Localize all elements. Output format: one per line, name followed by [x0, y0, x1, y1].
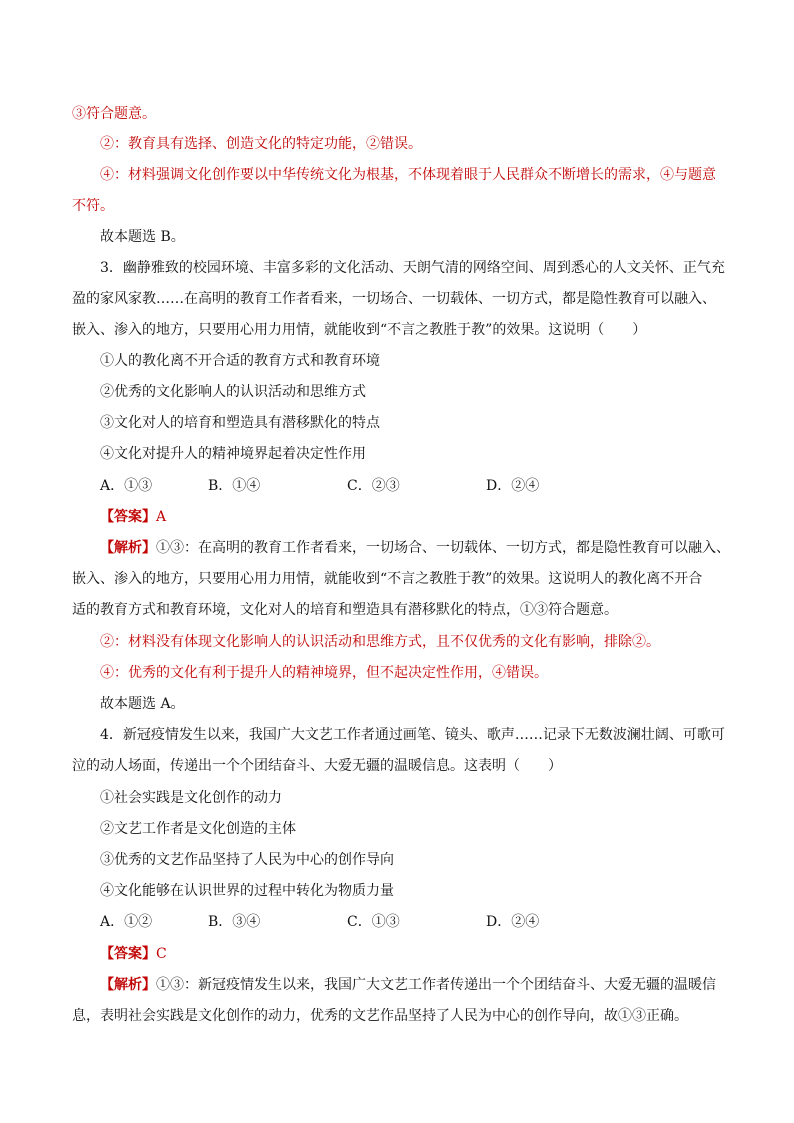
q4-answer-value: C [156, 946, 167, 962]
q4-stem-line-2: 泣的动人场面，传递出一个个团结奋斗、大爱无疆的温暖信息。这表明（ ） [72, 758, 562, 774]
q3-answer-value: A [156, 509, 167, 525]
q4-statement-3: ③优秀的文艺作品坚持了人民为中心的创作导向 [100, 852, 394, 868]
q4-option-d: D．②④ [486, 914, 540, 930]
q3-analysis-line-2: 嵌入、渗入的地方，只要用心用力用情，就能收到“不言之教胜于教”的效果。这说明人的教化离不开合 [72, 571, 703, 587]
prev-conclusion: 故本题选 B。 [100, 229, 185, 245]
q3-analysis-line-1 [100, 538, 730, 558]
prev-analysis-line-1: ③符合题意。 [72, 106, 156, 122]
q4-option-c: C．①③ [347, 914, 400, 930]
q3-conclusion: 故本题选 A。 [100, 696, 185, 712]
q3-option-a: A．①③ [100, 478, 153, 494]
q4-statement-2: ②文艺工作者是文化创造的主体 [100, 821, 296, 837]
q3-analysis-text-1: ①③：在高明的教育工作者看来，一切场合、一切载体、一切方式，都是隐性教育可以融入、 [156, 540, 730, 556]
q3-options [0, 476, 794, 496]
q3-statement-3: ③文化对人的培育和塑造具有潜移默化的特点 [100, 415, 380, 431]
prev-analysis-line-3: ④：材料强调文化创作要以中华传统文化为根基，不体现着眼于人民群众不断增长的需求，④与题意 [100, 167, 716, 183]
q4-analysis-tag: 【解析】 [100, 977, 156, 993]
q3-statement-4: ④文化对提升人的精神境界起着决定性作用 [100, 446, 366, 462]
q4-statement-4: ④文化能够在认识世界的过程中转化为物质力量 [100, 883, 394, 899]
q3-option-d: D．②④ [486, 478, 540, 494]
q4-stem-line-1: 4．新冠疫情发生以来，我国广大文艺工作者通过画笔、镜头、歌声……记录下无数波澜壮阔、可歌可 [100, 727, 725, 743]
q4-statement-1: ①社会实践是文化创作的动力 [100, 790, 282, 806]
q4-analysis-text-1: ①③：新冠疫情发生以来，我国广大文艺工作者传递出一个个团结奋斗、大爱无疆的温暖信 [156, 977, 716, 993]
q3-analysis-line-3: 适的教育方式和教育环境，文化对人的培育和塑造具有潜移默化的特点，①③符合题意。 [72, 602, 618, 618]
q4-option-b: B．③④ [208, 914, 261, 930]
q4-options [0, 912, 794, 932]
q3-option-b: B．①④ [208, 478, 261, 494]
q3-analysis-line-4: ②：材料没有体现文化影响人的认识活动和思维方式，且不仅优秀的文化有影响，排除②。 [100, 634, 660, 650]
prev-analysis-line-2: ②：教育具有选择、创造文化的特定功能，②错误。 [100, 136, 422, 152]
prev-analysis-line-4: 不符。 [72, 198, 114, 214]
q3-stem-line-1: 3．幽静雅致的校园环境、丰富多彩的文化活动、天朗气清的网络空间、周到悉心的人文关怀、正气充 [100, 260, 725, 276]
q4-analysis-line-1 [100, 975, 716, 995]
q3-statement-1: ①人的教化离不开合适的教育方式和教育环境 [100, 353, 380, 369]
q3-answer-tag: 【答案】 [100, 509, 156, 525]
q4-analysis-line-2: 息，表明社会实践是文化创作的动力，优秀的文艺作品坚持了人民为中心的创作导向，故①③正确。 [72, 1008, 688, 1024]
q4-option-a: A．①② [100, 914, 153, 930]
q3-stem-line-3: 嵌入、渗入的地方，只要用心用力用情，就能收到“不言之教胜于教”的效果。这说明（ ） [72, 322, 647, 338]
q3-option-c: C．②③ [347, 478, 400, 494]
q3-analysis-line-5: ④：优秀的文化有利于提升人的精神境界，但不起决定性作用，④错误。 [100, 665, 548, 681]
q3-statement-2: ②优秀的文化影响人的认识活动和思维方式 [100, 384, 366, 400]
q3-answer [100, 507, 166, 527]
q3-analysis-tag: 【解析】 [100, 540, 156, 556]
q4-answer-tag: 【答案】 [100, 946, 156, 962]
q3-stem-line-2: 盈的家风家教……在高明的教育工作者看来，一切场合、一切载体、一切方式，都是隐性教育可以融入、 [72, 291, 716, 307]
q4-answer [100, 944, 167, 964]
